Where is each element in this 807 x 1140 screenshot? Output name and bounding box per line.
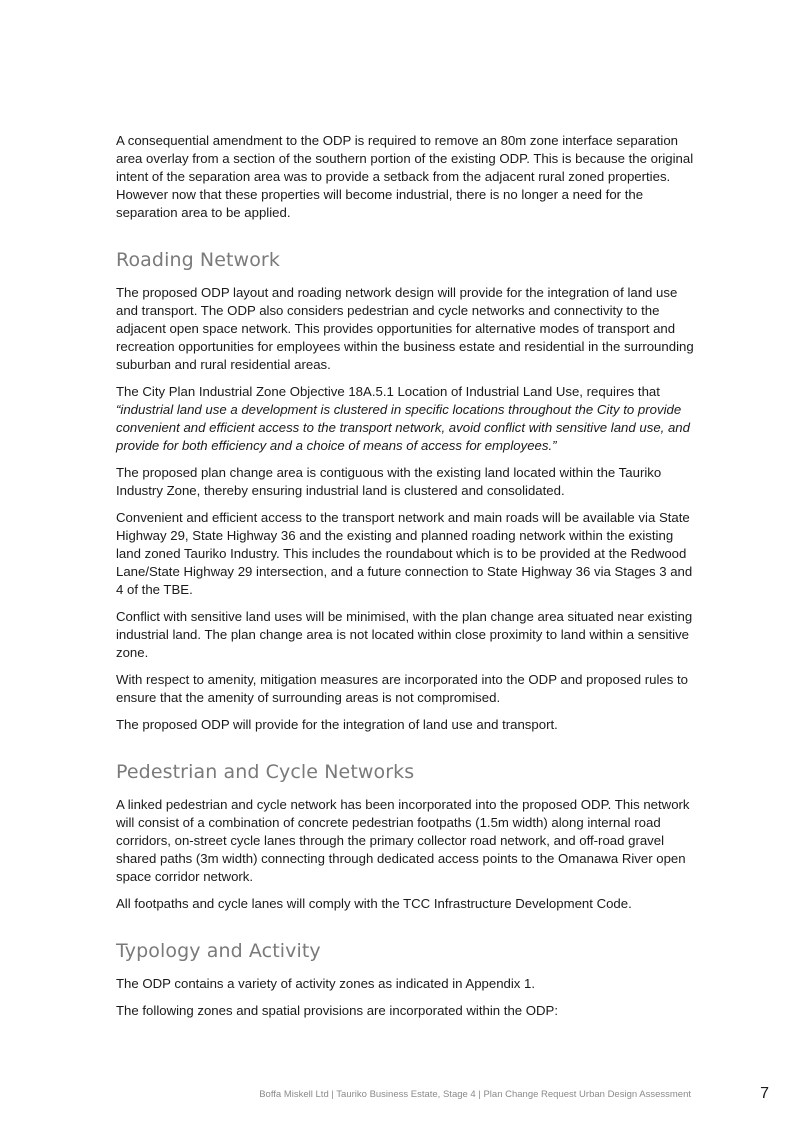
- footer-text: Boffa Miskell Ltd | Tauriko Business Estate, Stage 4 | Plan Change Request Urban Design Assessment: [259, 1089, 691, 1100]
- typology-paragraph-2: The following zones and spatial provisions are incorporated within the ODP:: [116, 1003, 559, 1018]
- objective-quote: “industrial land use a development is clustered in specific locations throughout the City to provide convenient and efficient access to the transport network, avoid conflict with sensitive land use, and provide for both efficiency and a choice of means of access for employees.”: [116, 402, 690, 453]
- page-number: 7: [760, 1085, 769, 1102]
- heading-roading-network: Roading Network: [116, 249, 280, 271]
- roading-paragraph-1: The proposed ODP layout and roading network design will provide for the integration of land use and transport. The ODP also considers pedestrian and cycle networks and connectivity to the adjacent open space network. This provides opportunities for alternative modes of transport and recreation opportunities for employees within the business estate and residential in the surrounding suburban and rural residential areas.: [116, 285, 694, 372]
- typology-paragraph-1: The ODP contains a variety of activity zones as indicated in Appendix 1.: [116, 976, 536, 991]
- pedestrian-paragraph-1: A linked pedestrian and cycle network has been incorporated into the proposed ODP. This network will consist of a combination of concrete pedestrian footpaths (1.5m width) along internal road corridors, on-street cycle lanes through the primary collector road network, and off-road gravel shared paths (3m width) connecting through dedicated access points to the Omanawa River open space corridor network.: [116, 797, 690, 884]
- heading-typology-activity: Typology and Activity: [116, 940, 321, 962]
- roading-paragraph-3: The proposed plan change area is contiguous with the existing land located within the Tauriko Industry Zone, thereby ensuring industrial land is clustered and consolidated.: [116, 465, 662, 498]
- objective-lead-text: The City Plan Industrial Zone Objective 18A.5.1 Location of Industrial Land Use, requires that: [116, 384, 660, 399]
- page-body: [116, 132, 694, 1029]
- roading-paragraph-5: Conflict with sensitive land uses will be minimised, with the plan change area situated near existing industrial land. The plan change area is not located within close proximity to land within a sensitive zone.: [116, 609, 693, 660]
- page-footer: [0, 1085, 807, 1105]
- heading-pedestrian-cycle-networks: Pedestrian and Cycle Networks: [116, 761, 415, 783]
- roading-paragraph-4: Convenient and efficient access to the transport network and main roads will be available via State Highway 29, State Highway 36 and the existing and planned roading network within the existing land zoned Tauriko Industry. This includes the roundabout which is to be provided at the Redwood Lane/State Highway 29 intersection, and a future connection to State Highway 36 via Stages 3 and 4 of the TBE.: [116, 510, 693, 597]
- roading-paragraph-2: [116, 383, 694, 455]
- roading-paragraph-6: With respect to amenity, mitigation measures are incorporated into the ODP and proposed rules to ensure that the amenity of surrounding areas is not compromised.: [116, 672, 688, 705]
- roading-paragraph-7: The proposed ODP will provide for the integration of land use and transport.: [116, 717, 558, 732]
- pedestrian-paragraph-2: All footpaths and cycle lanes will comply with the TCC Infrastructure Development Code.: [116, 896, 632, 911]
- intro-paragraph: A consequential amendment to the ODP is required to remove an 80m zone interface separation area overlay from a section of the southern portion of the existing ODP. This is because the original intent of the separation area was to provide a setback from the adjacent rural zoned properties. However now that these properties will become industrial, there is no longer a need for the separation area to be applied.: [116, 133, 694, 220]
